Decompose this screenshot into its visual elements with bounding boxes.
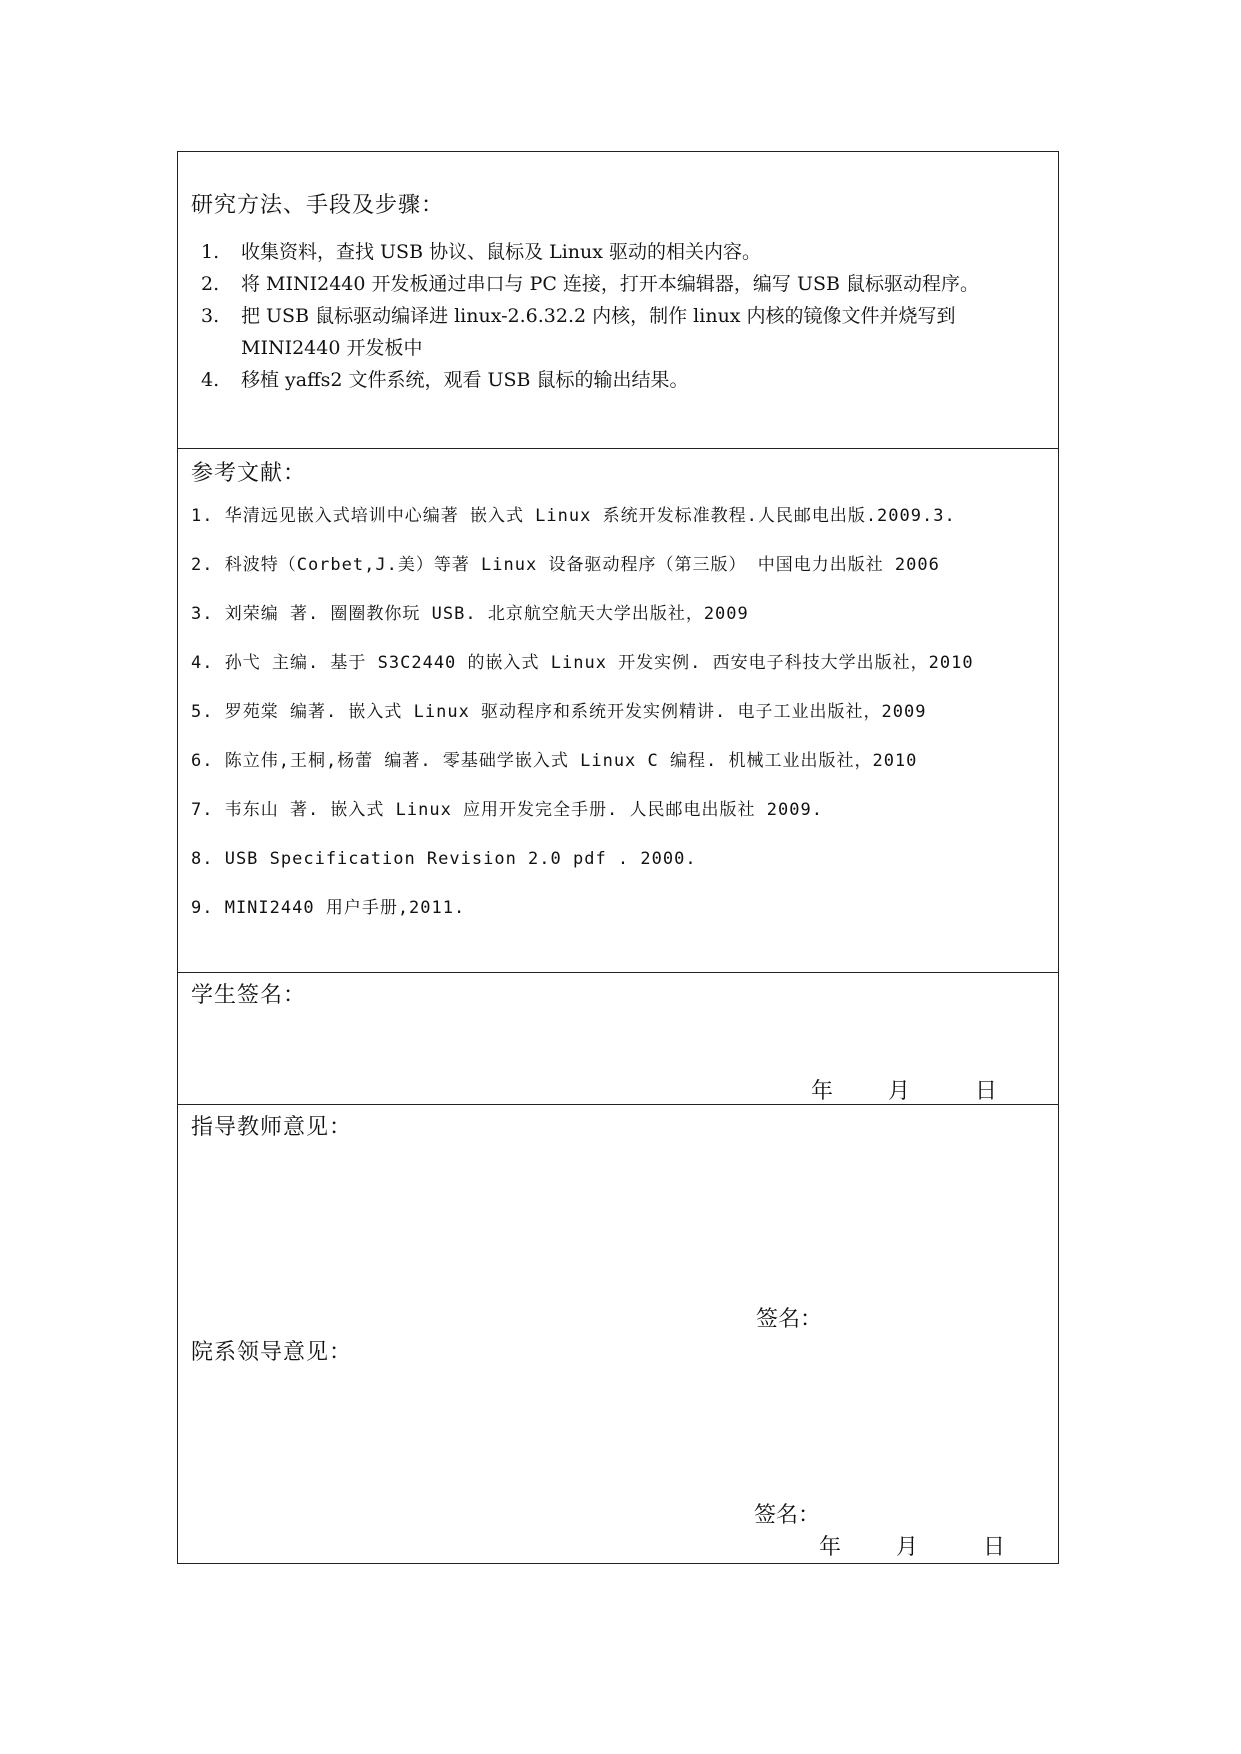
month-label: 月: [888, 1079, 911, 1104]
department-date: [178, 1530, 1058, 1560]
reference-item: 9. MINI2440 用户手册,2011.: [191, 898, 466, 918]
references-list: [191, 492, 1056, 933]
methods-heading: 研究方法、手段及步骤：: [191, 193, 445, 218]
reference-item: 8. USB Specification Revision 2.0 pdf . 2000.: [191, 849, 697, 869]
methods-item: [178, 268, 1038, 300]
methods-item-text: 将 MINI2440 开发板通过串口与 PC 连接，打开本编辑器，编写 USB 鼠标驱动程序。: [241, 273, 979, 295]
methods-item-text: 把 USB 鼠标驱动编译进 linux-2.6.32.2 内核，制作 linux 内核的镜像文件并烧写到 MINI2440 开发板中: [241, 305, 956, 359]
methods-list: [201, 236, 1038, 396]
day-label: 日: [975, 1079, 998, 1104]
reference-item: 2. 科波特（Corbet,J.美）等著 Linux 设备驱动程序（第三版） 中国电力出版社 2006: [191, 555, 940, 575]
student-date: [178, 1074, 1058, 1104]
methods-item-number: 1.: [201, 241, 220, 263]
advisor-opinion-heading: 指导教师意见：: [191, 1115, 353, 1140]
divider: [178, 972, 1058, 973]
advisor-signature-label: 签名：: [756, 1307, 823, 1332]
reference-item: 6. 陈立伟,王桐,杨蕾 编著. 零基础学嵌入式 Linux C 编程. 机械工业出版社，2010: [191, 751, 918, 771]
divider: [178, 1104, 1058, 1105]
department-signature-label: 签名：: [754, 1503, 821, 1528]
divider: [178, 448, 1058, 449]
reference-item: 1. 华清远见嵌入式培训中心编著 嵌入式 Linux 系统开发标准教程.人民邮电出版.2009.3.: [191, 506, 956, 526]
month-label: 月: [896, 1535, 919, 1560]
department-opinion-heading: 院系领导意见：: [191, 1340, 353, 1365]
methods-item-text: 收集资料，查找 USB 协议、鼠标及 Linux 驱动的相关内容。: [241, 241, 762, 263]
methods-item-number: 3.: [201, 305, 220, 327]
reference-item: 4. 孙弋 主编. 基于 S3C2440 的嵌入式 Linux 开发实例. 西安电子科技大学出版社，2010: [191, 653, 974, 673]
day-label: 日: [983, 1535, 1006, 1560]
year-label: 年: [819, 1535, 842, 1560]
methods-item-number: 2.: [201, 273, 220, 295]
student-signature-heading: 学生签名：: [191, 983, 307, 1008]
methods-item: [178, 364, 1038, 396]
methods-section: [178, 152, 1058, 448]
references-heading: 参考文献：: [191, 461, 307, 486]
proposal-form: [177, 151, 1059, 1564]
reference-item: 5. 罗苑棠 编著. 嵌入式 Linux 驱动程序和系统开发实例精讲. 电子工业出版社，2009: [191, 702, 927, 722]
year-label: 年: [811, 1079, 834, 1104]
reference-item: 7. 韦东山 著. 嵌入式 Linux 应用开发完全手册. 人民邮电出版社 2009.: [191, 800, 823, 820]
methods-item-number: 4.: [201, 369, 220, 391]
reference-item: 3. 刘荣编 著. 圈圈教你玩 USB. 北京航空航天大学出版社，2009: [191, 604, 749, 624]
methods-item: [178, 300, 1038, 364]
methods-item: [178, 236, 1038, 268]
methods-item-text: 移植 yaffs2 文件系统，观看 USB 鼠标的输出结果。: [241, 369, 689, 391]
